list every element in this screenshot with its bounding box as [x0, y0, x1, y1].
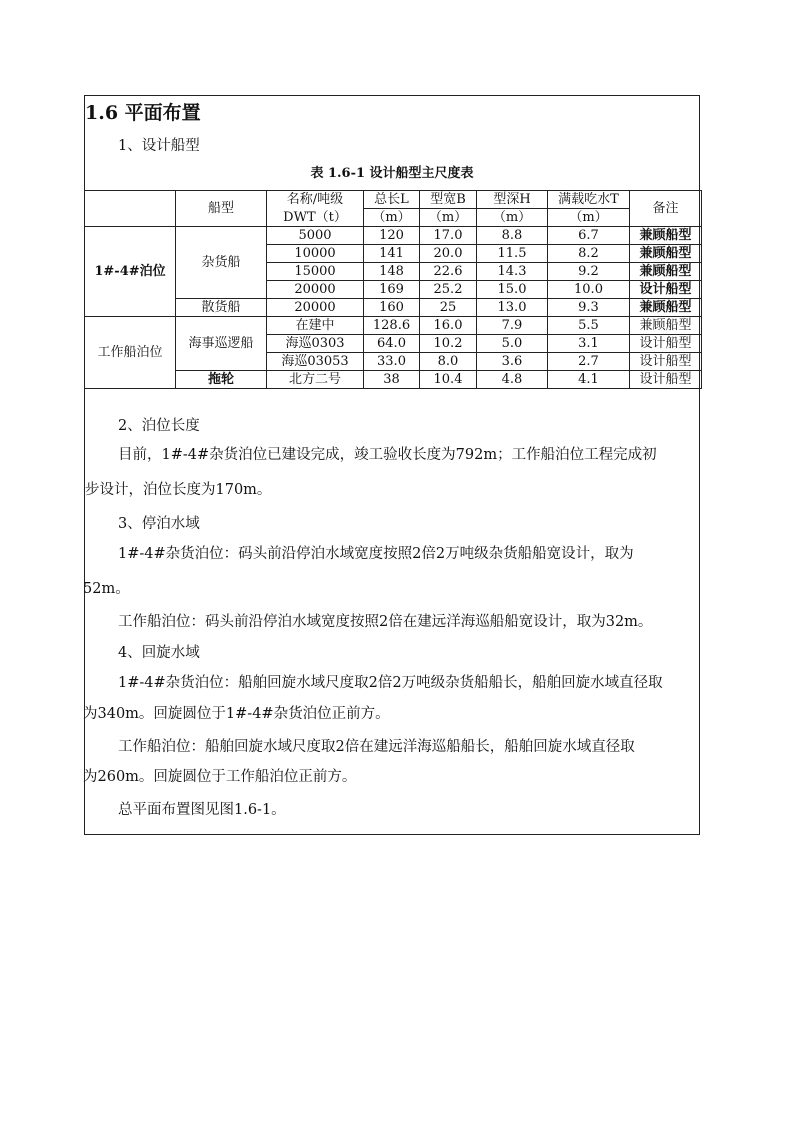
- table-cell: 6.7: [548, 227, 630, 245]
- paragraph-line: 2、泊位长度: [118, 418, 200, 434]
- table-cell: 128.6: [364, 317, 420, 335]
- table-cell: 5.0: [477, 335, 548, 353]
- table-cell: 169: [364, 281, 420, 299]
- table-cell: 10.4: [420, 371, 477, 389]
- header-row: [85, 191, 702, 209]
- paragraph-line: 工作船泊位：船舶回旋水域尺度取2倍在建远洋海巡船船长，船舶回旋水域直径取: [118, 739, 635, 755]
- table-cell: 兼顾船型: [630, 245, 702, 263]
- table-cell: 在建中: [267, 317, 364, 335]
- table-cell: 4.8: [477, 371, 548, 389]
- table-cell: 20000: [267, 281, 364, 299]
- paragraph-line: 步设计，泊位长度为170m。: [85, 482, 272, 498]
- paragraph-line: 目前，1#-4#杂货泊位已建设完成，竣工验收长度为792m；工作船泊位工程完成初: [118, 447, 657, 463]
- header-cell: DWT（t）: [267, 209, 364, 227]
- table-cell: 8.2: [548, 245, 630, 263]
- table-cell: 160: [364, 299, 420, 317]
- table-cell: 25.2: [420, 281, 477, 299]
- table-cell: 7.9: [477, 317, 548, 335]
- table-cell: 10000: [267, 245, 364, 263]
- table-cell: 5000: [267, 227, 364, 245]
- section-box: [84, 95, 700, 835]
- header-cell: （m）: [548, 209, 630, 227]
- table-cell: 22.6: [420, 263, 477, 281]
- subheading: 1、设计船型: [118, 138, 200, 154]
- table-cell: 17.0: [420, 227, 477, 245]
- table-cell: 兼顾船型: [630, 317, 702, 335]
- paragraph-line: 4、回旋水域: [118, 645, 200, 661]
- table-cell: 海巡0303: [267, 335, 364, 353]
- table-cell: 9.3: [548, 299, 630, 317]
- header-cell: 型宽B: [420, 191, 477, 209]
- group-cell: 工作船泊位: [85, 317, 176, 389]
- ship-dimension-table: [84, 190, 702, 389]
- table-cell: 北方二号: [267, 371, 364, 389]
- table-cell: 141: [364, 245, 420, 263]
- table-cell: 15000: [267, 263, 364, 281]
- table-cell: 10.0: [548, 281, 630, 299]
- table-cell: 设计船型: [630, 335, 702, 353]
- table-cell: 8.0: [420, 353, 477, 371]
- header-cell: 型深H: [477, 191, 548, 209]
- table-cell: 兼顾船型: [630, 227, 702, 245]
- paragraph-line: 1#-4#杂货泊位：船舶回旋水域尺度取2倍2万吨级杂货船船长，船舶回旋水域直径取: [118, 675, 663, 691]
- paragraph-line: 为340m。回旋圆位于1#-4#杂货泊位正前方。: [83, 706, 390, 722]
- table-cell: 20.0: [420, 245, 477, 263]
- table-cell: 8.8: [477, 227, 548, 245]
- group-cell: 拖轮: [176, 371, 267, 389]
- table-cell: 海巡03053: [267, 353, 364, 371]
- table-cell: 64.0: [364, 335, 420, 353]
- table-cell: 120: [364, 227, 420, 245]
- header-cell: 总长L: [364, 191, 420, 209]
- table-cell: 25: [420, 299, 477, 317]
- group-cell: 散货船: [176, 299, 267, 317]
- group-cell: 杂货船: [176, 227, 267, 299]
- header-cell: [85, 191, 176, 227]
- paragraph-line: 1#-4#杂货泊位：码头前沿停泊水域宽度按照2倍2万吨级杂货船船宽设计，取为: [118, 546, 634, 562]
- table-cell: 20000: [267, 299, 364, 317]
- table-cell: 设计船型: [630, 353, 702, 371]
- group-cell: 1#-4#泊位: [85, 227, 176, 317]
- header-cell: （m）: [420, 209, 477, 227]
- table-cell: 38: [364, 371, 420, 389]
- header-cell: （m）: [477, 209, 548, 227]
- header-cell: 船型: [176, 191, 267, 227]
- table-cell: 11.5: [477, 245, 548, 263]
- paragraph-line: 总平面布置图见图1.6-1。: [118, 802, 286, 818]
- table-caption: 表 1.6-1 设计船型主尺度表: [310, 166, 474, 181]
- header-cell: （m）: [364, 209, 420, 227]
- table-cell: 9.2: [548, 263, 630, 281]
- table-cell: 10.2: [420, 335, 477, 353]
- paragraph-line: 3、停泊水域: [118, 516, 200, 532]
- table-row: [85, 227, 702, 245]
- table-cell: 设计船型: [630, 281, 702, 299]
- table-cell: 13.0: [477, 299, 548, 317]
- table-cell: 设计船型: [630, 371, 702, 389]
- table-cell: 5.5: [548, 317, 630, 335]
- table-cell: 2.7: [548, 353, 630, 371]
- section-heading: 1.6 平面布置: [85, 102, 201, 124]
- table-cell: 148: [364, 263, 420, 281]
- table-cell: 14.3: [477, 263, 548, 281]
- table-cell: 16.0: [420, 317, 477, 335]
- table-row: [85, 317, 702, 335]
- header-cell: 名称/吨级: [267, 191, 364, 209]
- table-cell: 兼顾船型: [630, 263, 702, 281]
- header-cell: 备注: [630, 191, 702, 227]
- table-cell: 33.0: [364, 353, 420, 371]
- header-cell: 满载吃水T: [548, 191, 630, 209]
- table-row: [85, 371, 702, 389]
- table-cell: 4.1: [548, 371, 630, 389]
- table-cell: 兼顾船型: [630, 299, 702, 317]
- paragraph-line: 为260m。回旋圆位于工作船泊位正前方。: [83, 769, 357, 785]
- table-cell: 3.1: [548, 335, 630, 353]
- paragraph-line: 工作船泊位：码头前沿停泊水域宽度按照2倍在建远洋海巡船船宽设计，取为32m。: [118, 614, 653, 630]
- paragraph-line: 52m。: [83, 581, 130, 597]
- group-cell: 海事巡逻船: [176, 317, 267, 371]
- table-cell: 15.0: [477, 281, 548, 299]
- table-cell: 3.6: [477, 353, 548, 371]
- table-row: [85, 299, 702, 317]
